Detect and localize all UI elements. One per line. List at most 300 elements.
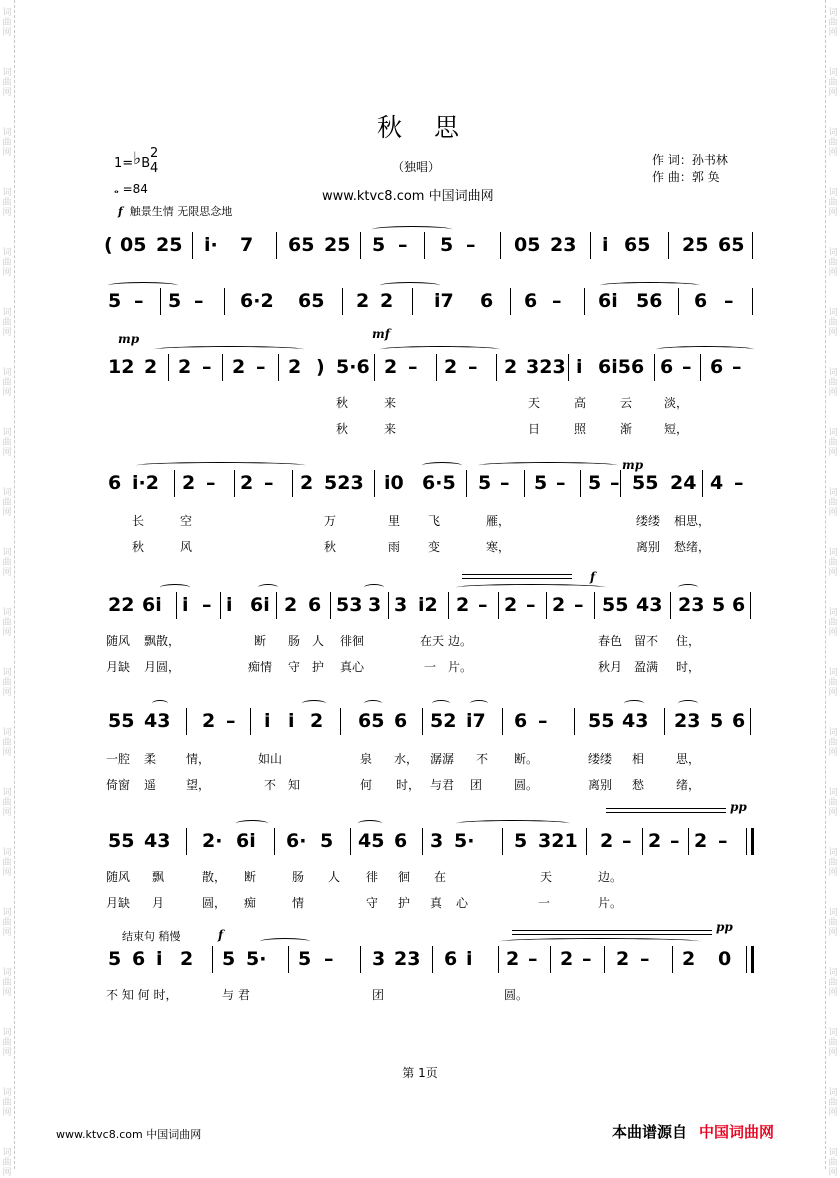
note: 2 — [300, 472, 314, 494]
watermark-text: 词 曲 网 — [828, 308, 838, 338]
barline — [510, 288, 511, 315]
note: 2 — [506, 948, 520, 970]
dynamic-pp-2: pp — [716, 920, 733, 934]
note: i — [288, 710, 295, 732]
song-title: 秋 思 — [376, 113, 464, 142]
barline — [340, 708, 341, 735]
note: 55 — [632, 472, 659, 494]
watermark-text: 词 曲 网 — [2, 368, 12, 398]
dynamic-mp-1: mp — [118, 332, 140, 346]
tie — [380, 282, 440, 289]
note: 4 — [710, 472, 724, 494]
watermark-text: 词 曲 网 — [828, 968, 838, 998]
watermark-text: 词 曲 网 — [828, 1028, 838, 1058]
dynamic-mf-1: mf — [372, 327, 390, 341]
barline — [586, 828, 587, 855]
barline — [500, 232, 501, 259]
watermark-text: 词 曲 网 — [2, 428, 12, 458]
note: 2 — [648, 830, 662, 852]
note: 5 — [534, 472, 548, 494]
note: 6 — [514, 710, 528, 732]
lyrics-line-7b: 月缺 月 圆， 痴 情 守 护 真 心 一 片。 — [106, 896, 623, 910]
note: 5 — [478, 472, 492, 494]
barline — [412, 288, 413, 315]
note: 23 — [674, 710, 701, 732]
note: 2 — [202, 710, 216, 732]
dynamic-mp-2: mp — [622, 458, 644, 472]
barline — [580, 470, 581, 497]
tie — [456, 820, 570, 827]
watermark-text: 词 曲 网 — [828, 488, 838, 518]
watermark-text: 词 曲 网 — [2, 1088, 12, 1118]
note: 43 — [144, 710, 171, 732]
dash: – — [398, 234, 408, 256]
barline — [176, 592, 177, 619]
score-line-4 — [104, 470, 754, 500]
barline — [174, 470, 175, 497]
watermark-text: 词 曲 网 — [2, 548, 12, 578]
dash: – — [610, 472, 620, 494]
note: 65 — [624, 234, 651, 256]
note: i — [264, 710, 271, 732]
barline — [276, 592, 277, 619]
note: 6 — [132, 948, 146, 970]
note: 6i — [598, 290, 618, 312]
barline — [330, 592, 331, 619]
barline — [524, 470, 525, 497]
barline — [654, 354, 655, 381]
note: 5 — [588, 472, 602, 494]
note: 55 — [108, 710, 135, 732]
note: 43 — [636, 594, 663, 616]
note: 2 — [232, 356, 246, 378]
barline — [584, 288, 585, 315]
slur — [302, 700, 326, 707]
note: 5 — [222, 948, 236, 970]
note: 23 — [550, 234, 577, 256]
note: 321 — [538, 830, 578, 852]
dash: – — [724, 290, 734, 312]
tie — [422, 462, 462, 469]
key-signature: 1=♭B — [114, 149, 151, 171]
note: i — [466, 948, 473, 970]
slur — [358, 820, 382, 827]
barline — [250, 708, 251, 735]
note: 2 — [600, 830, 614, 852]
barline — [422, 828, 423, 855]
note: 5 — [168, 290, 182, 312]
barline — [752, 288, 753, 315]
dash: – — [202, 356, 212, 378]
watermark-text: 词 曲 网 — [828, 848, 838, 878]
note: 5·6 — [336, 356, 370, 378]
watermark-text: 词 曲 网 — [828, 788, 838, 818]
lyrics-line-4a: 长 空 万 里 飞 雁， 缕缕 相思， — [132, 514, 711, 528]
watermark-text: 词 曲 网 — [828, 608, 838, 638]
dash: – — [732, 356, 742, 378]
lyrics-line-7a: 随风 飘 散， 断 肠 人 徘 徊 在 天 边。 — [106, 870, 623, 884]
barline — [568, 354, 569, 381]
note: 6 — [108, 472, 122, 494]
tie — [136, 462, 306, 469]
note: 2 — [694, 830, 708, 852]
note: 2 — [504, 594, 518, 616]
note: 323 — [526, 356, 566, 378]
barline — [276, 232, 277, 259]
note: 56 — [636, 290, 663, 312]
tie — [380, 346, 500, 353]
tie — [160, 584, 190, 591]
note: 3 — [430, 830, 444, 852]
note: 53 — [336, 594, 363, 616]
barline — [436, 354, 437, 381]
note: 6i — [250, 594, 270, 616]
dynamic-pp-1: pp — [730, 800, 747, 814]
barline — [750, 708, 751, 735]
note: 05 — [120, 234, 147, 256]
expression-marking: f 触景生情 无限思念地 — [118, 205, 233, 218]
score-line-2 — [104, 288, 754, 318]
note: 5 — [108, 948, 122, 970]
barline — [502, 708, 503, 735]
ending-note: 结束句 稍慢 — [122, 930, 181, 943]
note: 2 — [288, 356, 302, 378]
note: 22 — [108, 594, 135, 616]
note: 24 — [670, 472, 697, 494]
page-number: 第 1页 — [402, 1066, 438, 1080]
tie — [600, 282, 700, 289]
dash: – — [526, 594, 536, 616]
note: 7 — [240, 234, 254, 256]
note: 52 — [430, 710, 457, 732]
barline — [620, 470, 621, 497]
tie — [372, 226, 452, 233]
dash: – — [552, 290, 562, 312]
note: 523 — [324, 472, 364, 494]
note: 5 — [514, 830, 528, 852]
slur — [432, 700, 450, 707]
watermark-text: 词 曲 网 — [828, 8, 838, 38]
watermark-text: 词 曲 网 — [2, 308, 12, 338]
dynamic-f-2: f — [218, 928, 224, 942]
barline — [448, 592, 449, 619]
note: 23 — [394, 948, 421, 970]
note: 65 — [718, 234, 745, 256]
note: 12 — [108, 356, 135, 378]
dash: – — [466, 234, 476, 256]
dash: – — [134, 290, 144, 312]
note: 5 — [710, 710, 724, 732]
barline — [234, 470, 235, 497]
barline — [502, 828, 503, 855]
note: 2 — [144, 356, 158, 378]
watermark-text: 词 曲 网 — [828, 368, 838, 398]
website-header: www.ktvc8.com 中国词曲网 — [322, 189, 494, 204]
watermark-text: 词 曲 网 — [2, 68, 12, 98]
barline — [670, 592, 671, 619]
watermark-text: 词 曲 网 — [2, 128, 12, 158]
dash: – — [538, 710, 548, 732]
crescendo-hairpin-lower — [462, 578, 572, 579]
note: i2 — [418, 594, 438, 616]
score-line-5 — [104, 592, 754, 622]
barline — [642, 828, 643, 855]
slur — [236, 820, 268, 827]
barline — [498, 946, 499, 973]
watermark-text: 词 曲 网 — [828, 188, 838, 218]
watermark-text: 词 曲 网 — [828, 908, 838, 938]
slur — [470, 700, 488, 707]
barline — [668, 232, 669, 259]
final-barline — [746, 946, 754, 973]
note: 3 — [372, 948, 386, 970]
note: 6 — [480, 290, 494, 312]
barline — [750, 592, 751, 619]
dash: – — [206, 472, 216, 494]
barline — [422, 708, 423, 735]
barline — [160, 288, 161, 315]
note: 45 — [358, 830, 385, 852]
barline — [292, 470, 293, 497]
barline — [466, 470, 467, 497]
watermark-text: 词 曲 网 — [828, 248, 838, 278]
note: 2 — [380, 290, 394, 312]
note: 2 — [444, 356, 458, 378]
dash: – — [408, 356, 418, 378]
left-margin-watermark — [0, 0, 15, 1178]
decrescendo-hairpin-2 — [512, 930, 712, 931]
barline — [220, 592, 221, 619]
note: 25 — [324, 234, 351, 256]
note: 5 — [108, 290, 122, 312]
lyrics-line-4b: 秋 风 秋 雨 变 寒， 离别 愁绪， — [132, 540, 711, 554]
dash: – — [528, 948, 538, 970]
note: 65 — [298, 290, 325, 312]
note: 5 — [440, 234, 454, 256]
dash: – — [264, 472, 274, 494]
footer-source: 本曲谱源自 中国词曲网 — [612, 1123, 775, 1141]
watermark-text: 词 曲 网 — [2, 788, 12, 818]
barline — [496, 354, 497, 381]
barline — [498, 592, 499, 619]
watermark-text: 词 曲 网 — [2, 248, 12, 278]
decrescendo-hairpin — [606, 808, 726, 809]
note: 6 — [710, 356, 724, 378]
slur — [678, 584, 698, 591]
footer-website: www.ktvc8.com 中国词曲网 — [56, 1128, 202, 1141]
note: 6 — [524, 290, 538, 312]
score-line-7 — [104, 828, 754, 858]
note: 6·2 — [240, 290, 274, 312]
dash: – — [640, 948, 650, 970]
note: i — [182, 594, 189, 616]
note: i·2 — [132, 472, 159, 494]
note: 6i56 — [598, 356, 645, 378]
barline — [168, 354, 169, 381]
note: ( — [104, 234, 113, 256]
barline — [278, 354, 279, 381]
score-line-3 — [104, 354, 754, 384]
barline — [186, 828, 187, 855]
watermark-text: 词 曲 网 — [828, 668, 838, 698]
note: 55 — [108, 830, 135, 852]
watermark-text: 词 曲 网 — [2, 488, 12, 518]
credits — [652, 152, 728, 186]
score-line-6 — [104, 708, 754, 738]
note: 2 — [310, 710, 324, 732]
watermark-text: 词 曲 网 — [828, 428, 838, 458]
decrescendo-hairpin-lower — [606, 812, 726, 813]
dash: – — [468, 356, 478, 378]
note: 2 — [616, 948, 630, 970]
barline — [342, 288, 343, 315]
note: ) — [316, 356, 325, 378]
watermark-text: 词 曲 网 — [828, 1088, 838, 1118]
dash: – — [574, 594, 584, 616]
note: 5 — [372, 234, 386, 256]
tie — [108, 282, 178, 289]
note: 6 — [732, 594, 746, 616]
note: 2 — [560, 948, 574, 970]
barline — [688, 828, 689, 855]
note: 25 — [156, 234, 183, 256]
note: 43 — [144, 830, 171, 852]
tempo-marking: 𝅝 =84 — [114, 182, 148, 196]
dash: – — [734, 472, 744, 494]
watermark-text: 词 曲 网 — [828, 128, 838, 158]
right-margin-watermark — [825, 0, 840, 1178]
barline — [590, 232, 591, 259]
tie — [154, 346, 304, 353]
lyricist: 作 词：孙书林 — [652, 153, 728, 167]
barline — [702, 470, 703, 497]
watermark-text: 词 曲 网 — [828, 68, 838, 98]
watermark-text: 词 曲 网 — [2, 1148, 12, 1178]
note: 6 — [660, 356, 674, 378]
note: 43 — [622, 710, 649, 732]
dash: – — [324, 948, 334, 970]
note: 65 — [288, 234, 315, 256]
note: 6 — [732, 710, 746, 732]
note: 5 — [712, 594, 726, 616]
barline — [192, 232, 193, 259]
lyrics-line-3b: 秋 来 日 照 渐 短， — [336, 422, 689, 436]
note: 2 — [180, 948, 194, 970]
watermark-text: 词 曲 网 — [2, 968, 12, 998]
slur — [364, 700, 382, 707]
barline — [360, 232, 361, 259]
note: 6 — [394, 710, 408, 732]
tie — [478, 462, 618, 469]
note: 3 — [394, 594, 408, 616]
dash: – — [478, 594, 488, 616]
barline — [594, 592, 595, 619]
note: i — [156, 948, 163, 970]
footer-brand: 中国词曲网 — [699, 1123, 775, 1141]
crescendo-hairpin — [462, 574, 572, 575]
note: 2 — [552, 594, 566, 616]
barline — [546, 592, 547, 619]
repeat-end-barline — [746, 828, 754, 855]
note: 25 — [682, 234, 709, 256]
watermark-text: 词 曲 网 — [2, 908, 12, 938]
watermark-text: 词 曲 网 — [2, 8, 12, 38]
rest: 0 — [718, 948, 732, 970]
barline — [388, 592, 389, 619]
note: 3 — [368, 594, 382, 616]
score-line-1 — [104, 232, 754, 262]
note: 2 — [682, 948, 696, 970]
lyrics-line-5a: 随风 飘散， 断 肠 人 徘徊 在天 边。 春色 留不 住， — [106, 634, 701, 648]
tie — [656, 346, 754, 353]
slur — [624, 700, 644, 707]
dash: – — [202, 594, 212, 616]
composer: 作 曲：郭 奂 — [652, 170, 720, 184]
note: 2 — [240, 472, 254, 494]
watermark-text: 词 曲 网 — [2, 728, 12, 758]
dash: – — [682, 356, 692, 378]
note: 5· — [454, 830, 475, 852]
barline — [752, 232, 753, 259]
note: i7 — [466, 710, 486, 732]
barline — [604, 946, 605, 973]
barline — [374, 470, 375, 497]
dash: – — [226, 710, 236, 732]
note: 5· — [246, 948, 267, 970]
note: i — [576, 356, 583, 378]
note: 23 — [678, 594, 705, 616]
barline — [350, 828, 351, 855]
slur — [152, 700, 168, 707]
note: 65 — [358, 710, 385, 732]
watermark-text: 词 曲 网 — [828, 548, 838, 578]
barline — [672, 946, 673, 973]
note: 5 — [320, 830, 334, 852]
dash: – — [194, 290, 204, 312]
barline — [550, 946, 551, 973]
barline — [678, 288, 679, 315]
note: 2 — [182, 472, 196, 494]
watermark-text: 词 曲 网 — [828, 728, 838, 758]
note: 6·5 — [422, 472, 456, 494]
watermark-text: 词 曲 网 — [2, 188, 12, 218]
watermark-text: 词 曲 网 — [2, 608, 12, 638]
barline — [360, 946, 361, 973]
watermark-text: 词 曲 网 — [2, 1028, 12, 1058]
barline — [374, 354, 375, 381]
decrescendo-hairpin-2-lower — [512, 934, 712, 935]
barline — [664, 708, 665, 735]
note: i — [226, 594, 233, 616]
barline — [186, 708, 187, 735]
note: 2 — [178, 356, 192, 378]
lyrics-line-8: 不 知 何 时， 与 君 团 圆。 — [106, 988, 529, 1002]
tie — [258, 584, 278, 591]
note: 2· — [202, 830, 223, 852]
lyrics-line-6a: 一腔 柔 情， 如山 泉 水， 潺潺 不 断。 缕缕 相 思， — [106, 752, 701, 766]
barline — [274, 828, 275, 855]
score-line-8 — [104, 946, 754, 976]
note: 2 — [284, 594, 298, 616]
note: 6i — [142, 594, 162, 616]
dash: – — [256, 356, 266, 378]
lyrics-line-5b: 月缺 月圆， 痴情 守 护 真心 一 片。 秋月 盈满 时， — [106, 660, 701, 674]
barline — [432, 946, 433, 973]
slur — [260, 938, 310, 945]
barline — [700, 354, 701, 381]
barline — [288, 946, 289, 973]
watermark-text: 词 曲 网 — [2, 848, 12, 878]
